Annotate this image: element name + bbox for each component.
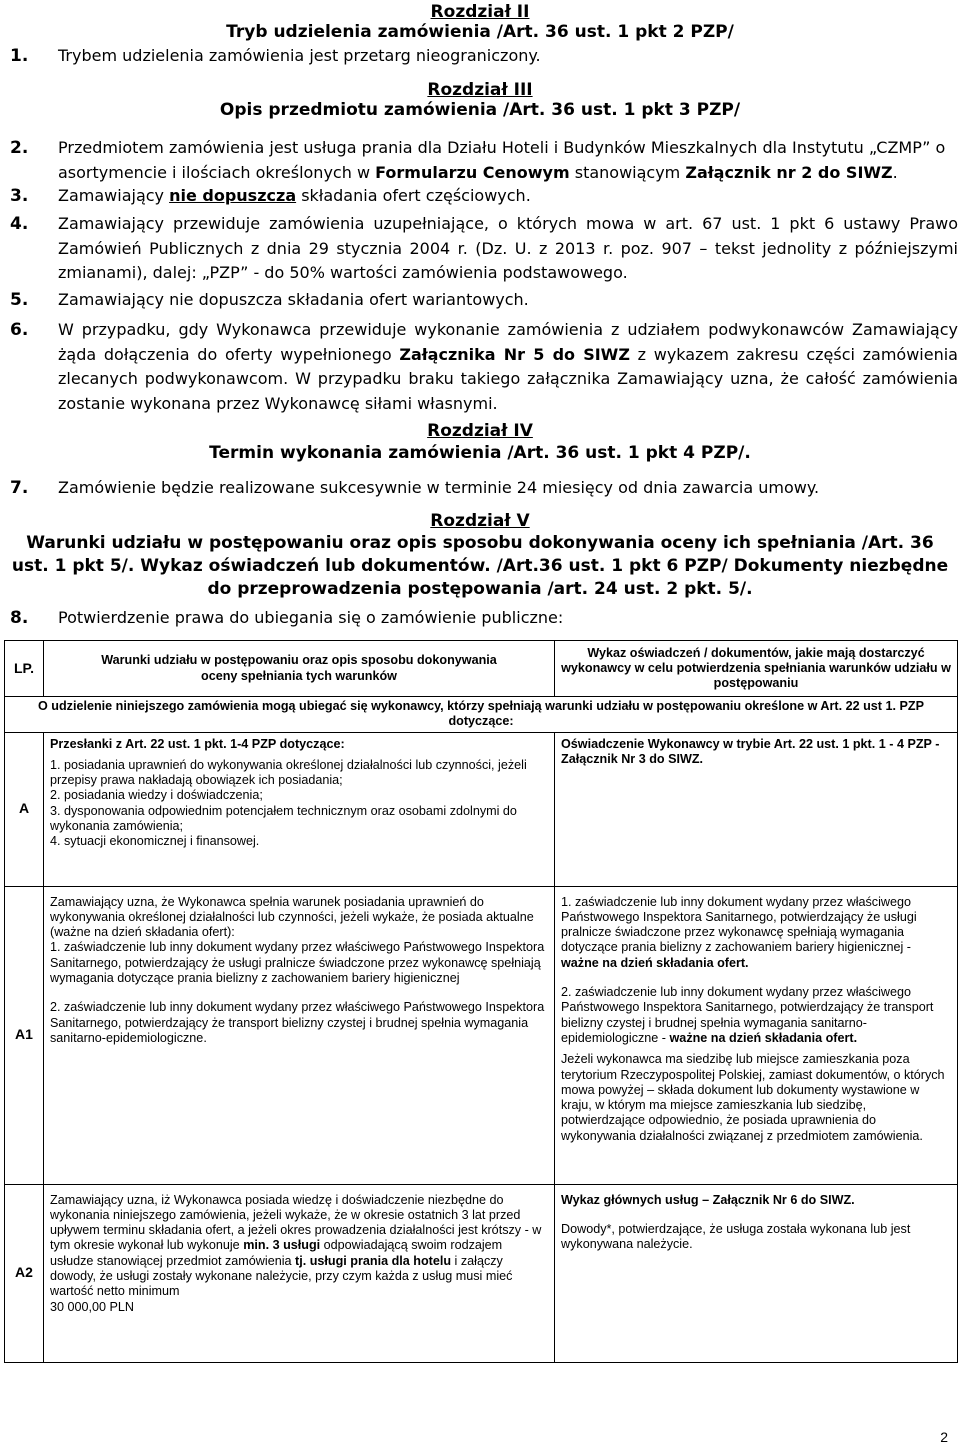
row-a1-lp: A1 (5, 886, 44, 1184)
table-header-row (5, 641, 958, 697)
row-a1-doc-1: 1. zaświadczenie lub inny dokument wydany przez właściwego Państwowego Inspektora Sanitarnego, potwierdzający że usługi pralnicze świadczone przez wykonawcę spełniają wymagania dotyczące prania bielizny z zachowaniem bariery higienicznej - ważne na dzień składania ofert. (561, 894, 917, 970)
chapter-5-subtitle: Warunki udziału w postępowaniu oraz opis sposobu dokonywania oceny ich spełniania /Art. 36 ust. 1 pkt 5/. Wykaz oświadczeń lub dokumentów. /Art.36 ust. 1 pkt 6 PZP/ Dokumenty niezbędne do przeprowadzenia postępowania /art. 24 ust. 2 pkt. 5/. (11, 533, 949, 599)
chapter-4-heading (0, 420, 960, 464)
row-a1-documents (555, 886, 958, 1184)
chapter-3-title: Rozdział III (427, 80, 533, 100)
chapter-3-heading (0, 80, 960, 120)
item-7 (10, 476, 958, 501)
row-a2-para: Zamawiający uzna, iż Wykonawca posiada wiedzę i doświadczenie niezbędne do wykonania niniejszego zamówienia, jeżeli wykaże, że w okresie ostatnich 3 lat przed upływem terminu składania ofert, a jeżeli okres prowadzenia działalności jest krótszy - w tym okresie wykonał lub wykonuje min. 3 usługi odpowiadającą swoim rodzajem usłudze stanowiącej przedmiot zamówienia tj. usługi prania dla hotelu i załączy dowody, że usługi zostały wykonane należycie, przy czym każda z usług musi mieć wartość netto minimum (50, 1192, 542, 1299)
row-a2-doc-text: Dowody*, potwierdzające, że usługa została wykonana lub jest wykonywana należycie. (561, 1221, 911, 1252)
table-row-a1 (5, 886, 958, 1184)
row-a-documents (555, 732, 958, 886)
item-text: W przypadku, gdy Wykonawca przewiduje wykonanie zamówienia z udziałem podwykonawców Zamawiający żąda dołączenia do oferty wypełnionego Załącznika Nr 5 do SIWZ z wykazem zakresu części zamówienia zlecanych podwykonawcom. W przypadku braku takiego załącznika Zamawiający uzna, że całość zamówienia zostanie wykonana przez Wykonawcę siłami własnymi. (58, 320, 958, 413)
item-number: 4. (10, 214, 29, 234)
row-a1-para-2: 1. zaświadczenie lub inny dokument wydany przez właściwego Państwowego Inspektora Sanitarnego, potwierdzający że usługi pralnicze świadczone przez wykonawcę spełniają wymagania dotyczące prania bielizny z zachowaniem bariery higienicznej (50, 940, 545, 986)
item-text: Zamówienie będzie realizowane sukcesywnie w terminie 24 miesięcy od dnia zawarcia umowy. (58, 478, 820, 497)
chapter-2-title: Rozdział II (430, 2, 530, 22)
span-row-text: O udzielenie niniejszego zamówienia mogą ubiegać się wykonawcy, którzy spełniają warunki udziału w postępowaniu określone w Art. 22 ust 1. PZP dotyczące: (5, 697, 958, 733)
row-a2-documents (555, 1184, 958, 1362)
row-a2-doc-title: Wykaz głównych usług – Załącznik Nr 6 do SIWZ. (561, 1192, 855, 1207)
item-text: Zamawiający przewiduje zamówienia uzupełniające, o których mowa w art. 67 ust. 1 pkt 6 ustawy Prawo Zamówień Publicznych z dnia 29 stycznia 2004 r. (Dz. U. z 2013 r. poz. 907 – tekst jednolity z późniejszymi zmianami), dalej: „PZP” - do 50% wartości zamówienia podstawowego. (58, 214, 958, 282)
item-text: Trybem udzielenia zamówienia jest przetarg nieograniczony. (58, 46, 541, 65)
row-a-statement: Oświadczenie Wykonawcy w trybie Art. 22 ust. 1 pkt. 1 - 4 PZP - Załącznik Nr 3 do SIWZ. (561, 736, 940, 766)
row-a2-amount: 30 000,00 PLN (50, 1299, 135, 1314)
item-number: 8. (10, 608, 29, 628)
item-number: 5. (10, 290, 29, 310)
row-a-line-3: 3. dysponowania odpowiednim potencjałem technicznym oraz osobami zdolnymi do wykonania zamówienia; (50, 803, 517, 834)
row-a1-para-3: 2. zaświadczenie lub inny dokument wydany przez właściwego Państwowego Inspektora Sanitarnego, potwierdzający że transport bielizny czystej i brudnej spełnia wymagania sanitarno-epidemiologiczne. (50, 1000, 545, 1045)
row-a1-conditions (44, 886, 555, 1184)
item-text: Zamawiający nie dopuszcza składania ofert wariantowych. (58, 290, 529, 309)
row-a2-lp: A2 (5, 1184, 44, 1362)
chapter-5-title-wrap (0, 510, 960, 532)
item-text: Zamawiający nie dopuszcza składania ofert częściowych. (58, 186, 531, 205)
row-a-conditions (44, 732, 555, 886)
row-a-lp: A (5, 732, 44, 886)
table-span-row (5, 697, 958, 733)
row-a1-doc-2: 2. zaświadczenie lub inny dokument wydany przez właściwego Państwowego Inspektora Sanitarnego, potwierdzający że transport bielizny czystej i brudnej spełnia wymagania sanitarno-epidemiologiczne - ważne na dzień składania ofert. (561, 985, 934, 1045)
item-text: Potwierdzenie prawa do ubiegania się o zamówienie publiczne: (58, 608, 564, 627)
chapter-3-subtitle: Opis przedmiotu zamówienia /Art. 36 ust. 1 pkt 3 PZP/ (219, 100, 741, 120)
chapter-4-subtitle: Termin wykonania zamówienia /Art. 36 ust. 1 pkt 4 PZP/. (209, 443, 751, 463)
chapter-5-title: Rozdział V (430, 511, 530, 531)
row-a-line-1: 1. posiadania uprawnień do wykonywania określonej działalności lub czynności, jeżeli przepisy prawa nakładają obowiązek ich posiadania; (50, 757, 527, 788)
item-number: 7. (10, 478, 29, 498)
chapter-2-heading (0, 2, 960, 42)
item-4 (10, 212, 958, 286)
conditions-table (4, 640, 958, 1363)
row-a2-conditions (44, 1184, 555, 1362)
chapter-4-title: Rozdział IV (427, 421, 533, 441)
item-5 (10, 288, 958, 313)
page-number: 2 (940, 1429, 948, 1445)
item-6 (10, 318, 958, 416)
item-8 (10, 606, 958, 631)
header-lp: LP. (5, 641, 44, 697)
table-row-a (5, 732, 958, 886)
row-a-line-4: 4. sytuacji ekonomicznej i finansowej. (50, 834, 260, 849)
item-number: 1. (10, 46, 29, 66)
item-number: 2. (10, 138, 29, 158)
item-1 (10, 44, 958, 69)
chapter-2-subtitle: Tryb udzielenia zamówienia /Art. 36 ust. 1 pkt 2 PZP/ (226, 22, 734, 42)
item-3 (10, 184, 958, 209)
row-a1-doc-3: Jeżeli wykonawca ma siedzibę lub miejsce zamieszkania poza terytorium Rzeczypospolitej Polskiej, zamiast dokumentów, o których mowa powyżej – składa dokument lub dokumenty wystawione w kraju, w którym ma miejsce zamieszkania lub siedzibę, potwierdzające odpowiednio, że posiada uprawnienia do wykonywania działalności związanej z przedmiotem zamówienia. (561, 1052, 945, 1143)
row-a-line-2: 2. posiadania wiedzy i doświadczenia; (50, 788, 263, 803)
row-a-heading: Przesłanki z Art. 22 ust. 1 pkt. 1-4 PZP dotyczące: (50, 736, 345, 751)
row-a1-para-1: Zamawiający uzna, że Wykonawca spełnia warunek posiadania uprawnień do wykonywania określonej działalności lub czynności, jeżeli wykaże, że posiada aktualne (ważne na dzień składania ofert): (50, 894, 534, 940)
item-2 (10, 136, 958, 185)
item-number: 3. (10, 186, 29, 206)
header-documents: Wykaz oświadczeń / dokumentów, jakie mają dostarczyć wykonawcy w celu potwierdzenia spełniania warunków udziału w postępowaniu (555, 641, 958, 697)
item-number: 6. (10, 320, 29, 340)
header-conditions: Warunki udziału w postępowaniu oraz opis sposobu dokonywania oceny spełniania tych warunków (44, 641, 555, 697)
table-row-a2 (5, 1184, 958, 1362)
item-text: Przedmiotem zamówienia jest usługa prania dla Działu Hoteli i Budynków Mieszkalnych dla Instytutu „CZMP” o asortymencie i ilościach określonych w Formularzu Cenowym stanowiącym Załącznik nr 2 do SIWZ. (58, 138, 946, 182)
